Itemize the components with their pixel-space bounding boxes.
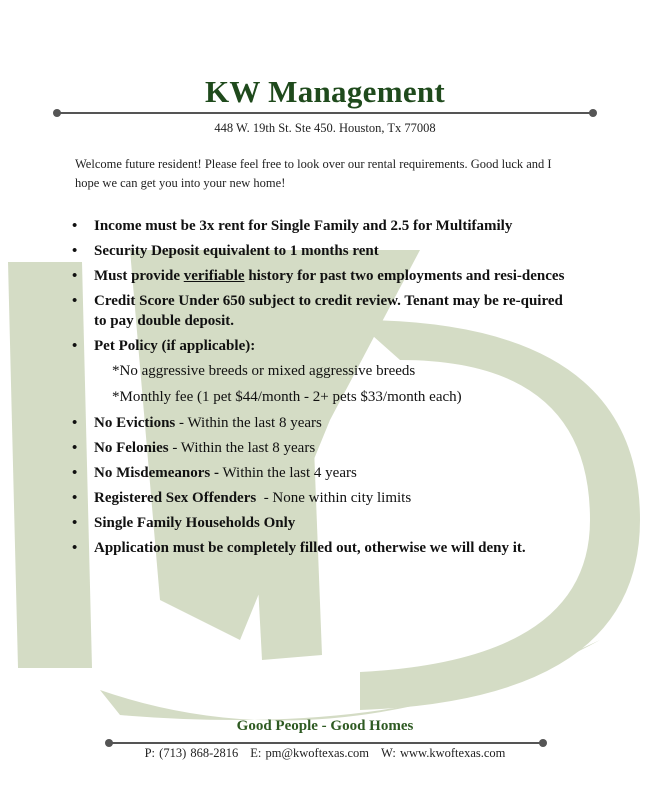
bullet-icon: • [72,515,78,531]
pet-breeds: *No aggressive breeds or mixed aggressive breeds [112,363,416,379]
requirements-list [0,216,650,563]
list-item [0,216,568,236]
req-evictions-text: - Within the last 8 years [175,415,322,431]
bullet-icon: • [72,268,78,284]
req-single-family: Single Family Households Only [94,515,296,531]
bullet-icon: • [72,415,78,431]
req-felonies-label: No Felonies [94,440,169,456]
req-history-pre: Must provide [94,268,184,284]
req-misdemeanors-text: Within the last 4 years [218,465,357,481]
req-credit: Credit Score Under 650 subject to credit review. Tenant may be re-quired to pay double deposit. [94,293,563,329]
list-item [0,291,568,331]
company-title: KW Management [204,74,446,109]
contact-website: W: www.kwoftexas.com [381,746,506,760]
list-item [0,513,568,533]
req-offenders-label: Registered Sex Offenders [94,490,257,506]
bullet-icon: • [72,243,78,259]
list-item [0,413,568,433]
bullet-icon: • [72,293,78,309]
welcome-text: Welcome future resident! Please feel free to look over our rental requirements. Good luck and I hope we can get you into your new home! [75,157,552,190]
pet-fee: *Monthly fee (1 pet $44/month - 2+ pets $33/month each) [112,389,462,405]
bullet-icon: • [72,465,78,481]
list-item [0,336,568,356]
req-offenders-text: - None within city limits [256,490,412,506]
contact-line [0,746,650,761]
req-deposit: Security Deposit equivalent to 1 months rent [94,243,379,259]
list-item [0,463,568,483]
divider-dot-icon [53,109,61,117]
req-application: Application must be completely filled out, otherwise we will deny it. [94,540,526,556]
req-pet: Pet Policy (if applicable): [94,338,256,354]
req-felonies-text: - Within the last 8 years [168,440,316,456]
contact-email: E: pm@kwoftexas.com [250,746,370,760]
list-item [0,241,568,261]
list-item [0,266,568,286]
divider-dot-icon [589,109,597,117]
company-address: 448 W. 19th St. Ste 450. Houston, Tx 77008 [214,121,436,135]
pet-sub-item [0,361,572,381]
bullet-icon: • [72,490,78,506]
pet-sub-item [0,387,572,407]
req-history-verifiable: verifiable [183,268,245,284]
list-item [0,438,568,458]
list-item [0,488,568,508]
req-history-post: history for past two employments and resi-dences [244,268,565,284]
req-misdemeanors-label: No Misdemeanors - [94,465,219,481]
header-divider [56,112,594,114]
bullet-icon: • [72,218,78,234]
bullet-icon: • [72,540,78,556]
req-income: Income must be 3x rent for Single Family and 2.5 for Multifamily [94,218,513,234]
footer-divider [108,742,544,744]
slogan: Good People - Good Homes [236,718,414,734]
bullet-icon: • [72,338,78,354]
bullet-icon: • [72,440,78,456]
list-item [0,538,568,558]
contact-phone: P: (713) 868-2816 [144,746,239,760]
req-evictions-label: No Evictions [94,415,176,431]
